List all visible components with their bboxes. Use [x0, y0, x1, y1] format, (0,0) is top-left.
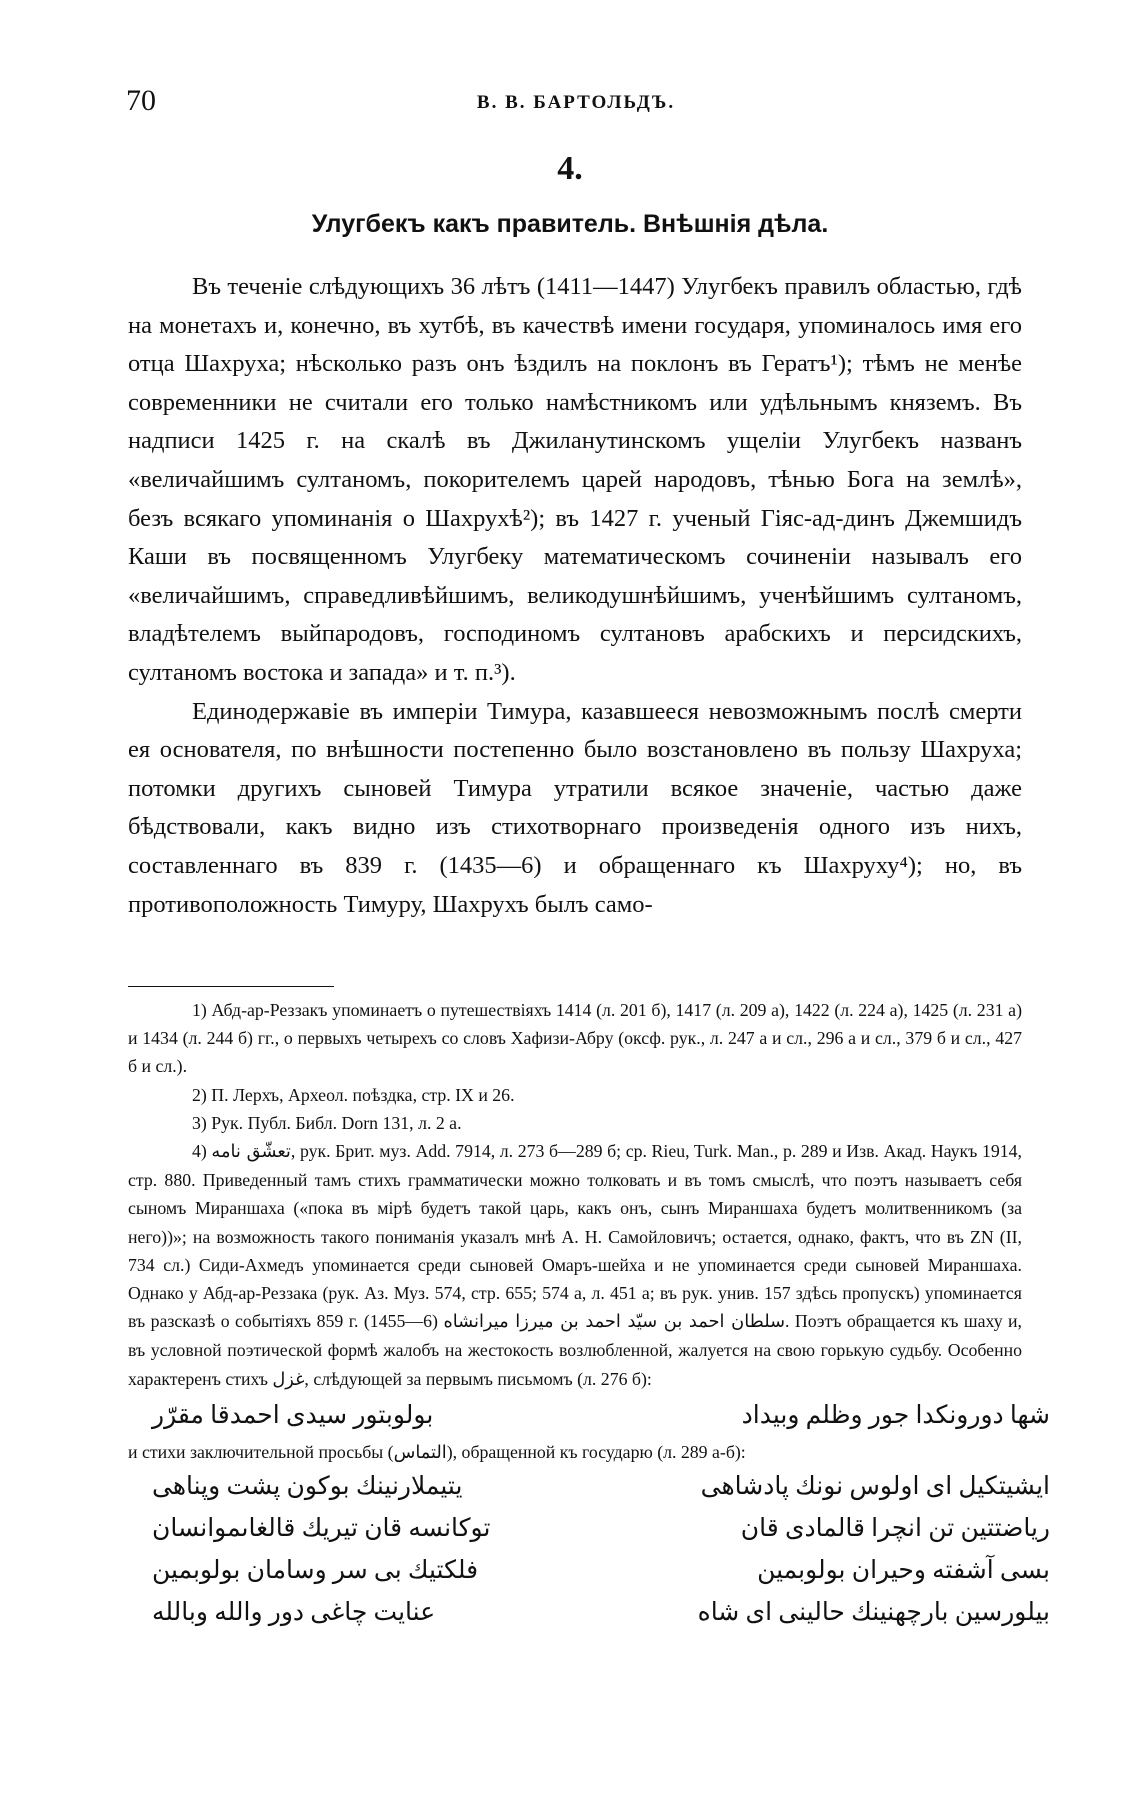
footnote-2: 2) П. Лерхъ, Археол. поѣздка, стр. IX и 26. [192, 1084, 515, 1105]
footnote-4 [128, 1137, 1022, 1394]
paragraph-2: Единодержавіе въ имперіи Тимура, казавшееся невозможнымъ послѣ смерти ея основателя, по внѣшности постепенно было возстановлено въ пользу Шахруха; потомки другихъ сыновей Тимура утратили всякое значеніе, частью даже бѣдствовали, какъ видно изъ стихотворнаго произведенія одного изъ нихъ, составленнаго въ 839 г. (1435—6) и обращеннаго къ Шахруху⁴); но, въ противоположность Тимуру, Шахрухъ былъ само- [128, 697, 1022, 918]
paragraph-1: Въ теченіе слѣдующихъ 36 лѣтъ (1411—1447) Улугбекъ правилъ областью, гдѣ на монетахъ и, конечно, въ хутбѣ, въ качествѣ имени государя, упоминалось имя его отца Шахруха; нѣсколько разъ онъ ѣздилъ на поклонъ въ Гератъ¹); тѣмъ не менѣе современники не считали его только намѣстникомъ или удѣльнымъ княземъ. Въ надписи 1425 г. на скалѣ въ Джиланутинскомъ ущеліи Улугбекъ названъ «величайшимъ султаномъ, покорителемъ царей народовъ, тѣнью Бога на землѣ», безъ всякаго упоминанія о Шахрухѣ²); въ 1427 г. ученый Гіяс-ад-динъ Джемшидъ Каши въ посвященномъ Улугбеку математическомъ сочиненіи называлъ его «величайшимъ, справедливѣйшимъ, великодушнѣйшимъ, ученѣйшимъ султаномъ, владѣтелемъ выйпародовъ, господиномъ султановъ арабскихъ и персидскихъ, султаномъ востока и запада» и т. п.³). [128, 273, 1022, 686]
footnote-4-text-2: . Поэтъ обращается къ шаху и, въ условной поэтической формѣ жалобъ на жестокость возлюбленной, жалуется на свою горькую судьбу. Особенно характеренъ стихъ [128, 1311, 1023, 1389]
verse-hemistich-right: بيلورسين بارچهنينك حالينى اى شاه [697, 1599, 1050, 1627]
verse-hemistich-right: بسى آشفته وحيران بولوبمين [757, 1557, 1050, 1585]
verse-line [110, 1553, 1050, 1595]
footnote-4-text-4: и стихи заключительной просьбы ( [128, 1441, 394, 1462]
footnote-4-text-5: ), обращенной къ государю (л. 289 а-б): [446, 1441, 746, 1462]
footnote-4-text-1: , рук. Брит. муз. Add. 7914, л. 273 б—289 б; ср. Rieu, Turk. Man., p. 289 и Изв. Акад. Наукъ 1914, стр. 880. Приведенный тамъ стихъ грамматически можно толковать и въ томъ смыслѣ, что поэтъ называетъ себя сыномъ Мираншаха («пока въ мірѣ будетъ такой царь, какъ онъ, сынъ Мираншаха будетъ молитвенникомъ (за него))»; на возможность такого пониманія указалъ мнѣ А. Н. Самойловичъ; остается, однако, фактъ, что въ ZN (II, 734 сл.) Сиди-Ахмедъ упоминается среди сыновей Омаръ-шейха и не упоминается среди сыновей Мираншаха. Однако у Абд-ар-Реззака (рук. Аз. Муз. 574, стр. 655; 574 а, л. 451 а; въ рук. унив. 157 здѣсь пропускъ) упоминается въ разсказѣ о событіяхъ 859 г. (1455—6) [128, 1141, 1022, 1332]
running-title: В. В. БАРТОЛЬДЪ. [476, 92, 676, 113]
verse-line [110, 1469, 1050, 1511]
verse-hemistich-right: ايشيتكيل اى اولوس نونك پادشاهى [700, 1473, 1050, 1501]
verse-hemistich-left: توكانسه قان تيريك قالغاىموانسان [152, 1515, 491, 1543]
verse-hemistich-right: شها دورونكدا جور وظلم وبيداد [741, 1401, 1050, 1429]
footnotes [128, 996, 1050, 1637]
footnote-4-arabic-iltimas: التماس [393, 1441, 447, 1463]
page-number: 70 [126, 84, 156, 117]
section-title: Улугбекъ какъ правитель. Внѣшнія дѣла. [311, 210, 829, 238]
footnote-1: 1) Абд-ар-Реззакъ упоминаетъ о путешествіяхъ 1414 (л. 201 б), 1417 (л. 209 а), 1422 (л. 224 а), 1425 (л. 231 а) и 1434 (л. 244 б) гг., о первыхъ четырехъ со словъ Хафизи-Абру (оксф. рук., л. 247 а и сл., 296 а и сл., 379 б и сл., 427 б и сл.). [128, 1000, 1022, 1077]
verse-hemistich-left: يتيملارنينك بوكون پشت وپناهى [152, 1473, 463, 1501]
footnote-3: 3) Рук. Публ. Библ. Dorn 131, л. 2 а. [192, 1112, 462, 1133]
footnote-4-arabic-title: تعشّق نامه [211, 1141, 291, 1163]
verse-line [110, 1595, 1050, 1637]
footnote-4-continuation [128, 1438, 1022, 1467]
footnote-4-arabic-ghazal: غزل [272, 1368, 305, 1390]
footnote-4-number: 4) [192, 1141, 207, 1162]
footnote-divider [128, 986, 334, 987]
footnote-4-text-3: , слѣдующей за первымъ письмомъ (л. 276 б): [304, 1368, 652, 1389]
verse-block-2 [128, 1469, 1050, 1637]
verse-hemistich-left: فلكتيك بى سر وسامان بولوبمين [152, 1557, 479, 1585]
verse-line [110, 1398, 1050, 1438]
verse-line [110, 1511, 1050, 1553]
verse-hemistich-right: رياضتتين تن انچرا قالمادى قان [740, 1515, 1050, 1543]
verse-hemistich-left: عنايت چاغى دور والله وبالله [152, 1599, 436, 1627]
verse-hemistich-left: بولوبتور سيدى احمدقا مقرّر [152, 1401, 434, 1429]
footnote-4-arabic-name: سلطان احمد بن سيّد احمد بن ميرزا ميرانشاه [443, 1311, 785, 1333]
running-head [126, 84, 1026, 124]
verse-block-1 [128, 1398, 1050, 1438]
section-number: 4. [557, 150, 583, 187]
body-text [128, 268, 1022, 924]
